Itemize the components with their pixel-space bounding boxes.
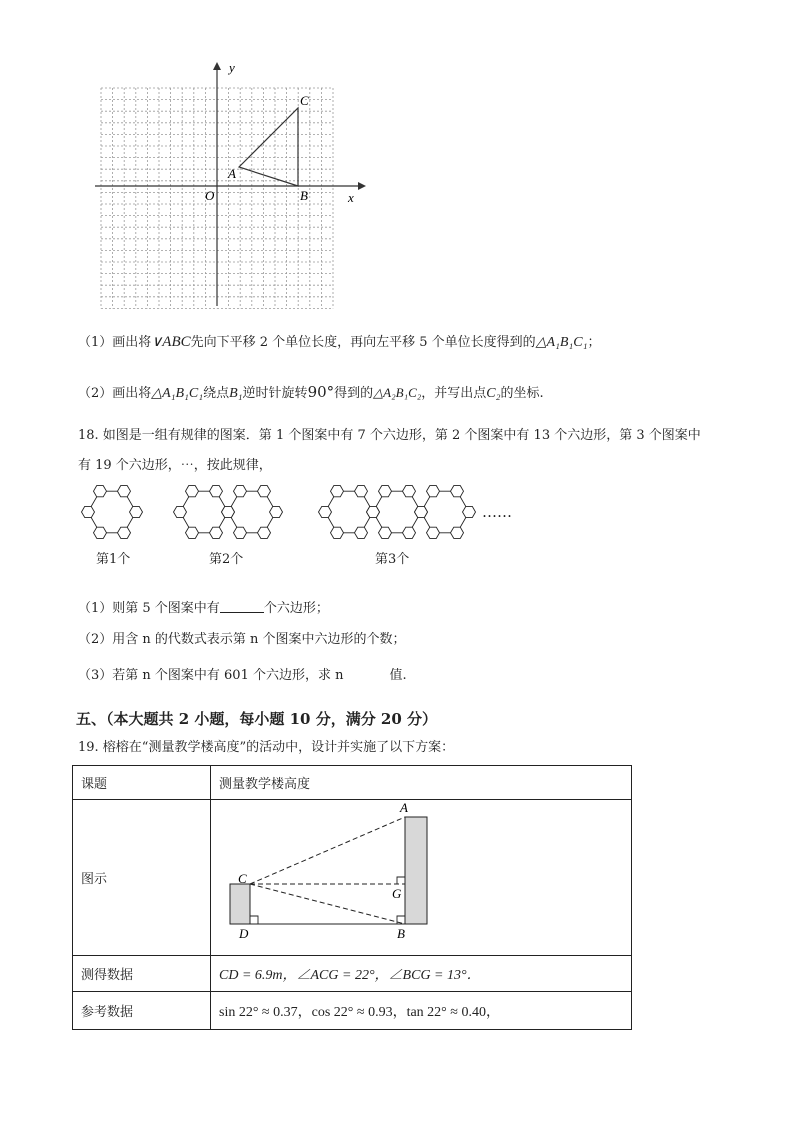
small-hexagon (210, 486, 223, 497)
building-measurement-figure (211, 800, 631, 955)
small-hexagon (94, 527, 107, 538)
small-hexagon (367, 506, 380, 517)
small-hexagon (82, 506, 95, 517)
y-axis-arrow (213, 62, 221, 70)
origin-label: O (205, 188, 215, 203)
topic-value: 测量教学楼高度 (211, 766, 632, 800)
patterns-ellipsis: …… (482, 503, 512, 521)
q17-part1-prefix: 画出将 (112, 335, 152, 350)
q17-part2-end: 的坐标. (500, 386, 544, 401)
pattern-outline (180, 491, 228, 533)
q17-part2-around: 绕点 (203, 386, 230, 401)
q17-part2-point: B₁ (229, 386, 243, 401)
y-axis-label: y (229, 60, 235, 75)
point-a-label: A (400, 800, 408, 815)
small-hexagon (403, 486, 416, 497)
pattern-outline (373, 491, 421, 533)
table-row (73, 766, 632, 800)
q17-part2-degree: 90° (307, 383, 335, 401)
pattern-caption-2: 第2个 (209, 552, 244, 567)
coordinate-grid-figure (90, 60, 370, 310)
small-hexagon (463, 506, 476, 517)
q17-part2-triangle2: △A₂B₁C₂ (373, 385, 422, 400)
small-hexagon (451, 486, 464, 497)
small-hexagon (118, 527, 131, 538)
section-five-heading: 五、（本大题共 2 小题，每小题 10 分，满分 20 分） (76, 710, 438, 728)
pattern-caption-1: 第1个 (96, 552, 131, 567)
point-a-label: A (228, 166, 236, 181)
q18-part2: （2）用含 n 的代数式表示第 n 个图案中六边形的个数； (78, 632, 406, 647)
small-hexagon (186, 486, 199, 497)
x-axis-label: x (348, 190, 354, 205)
pattern-outline (228, 491, 276, 533)
q17-part1-triangle2: △A₁B₁C₁ (535, 335, 588, 350)
table-row (73, 800, 632, 956)
small-hexagon (130, 506, 143, 517)
figure-label: 图示 (73, 800, 211, 956)
q19-intro: 19. 榕榕在“测量教学楼高度”的活动中，设计并实施了以下方案： (78, 740, 455, 755)
q17-part2-triangle: △A₁B₁C₁ (151, 386, 204, 401)
small-hexagon (355, 527, 368, 538)
answer-blank (220, 600, 264, 613)
point-b-label: B (397, 926, 405, 941)
small-hexagon (331, 527, 344, 538)
q17-part2-rotate: 逆时针旋转 (242, 386, 308, 401)
q17-part2-number: （2） (78, 386, 113, 401)
q17-part1-number: （1） (78, 335, 113, 350)
small-hexagon (451, 527, 464, 538)
q17-part1 (78, 334, 601, 351)
point-d-label: D (239, 926, 249, 941)
q18-part1-text: （1）则第 5 个图案中有 (78, 601, 220, 616)
small-hexagon (379, 486, 392, 497)
q17-part2-got: 得到的 (334, 386, 374, 401)
q19-table (72, 765, 632, 1030)
measured-label: 测得数据 (73, 956, 211, 992)
q17-part2-tail: ，并写出点 (421, 386, 487, 401)
q17-part1-text: 先向下平移 2 个单位长度，再向左平移 5 个单位长度得到的 (190, 335, 536, 350)
q17-part2-point2: C₂ (486, 386, 501, 401)
pattern-outline (88, 491, 136, 533)
q18-part1-end: 个六边形； (263, 601, 329, 616)
q17-part1-end: ； (587, 335, 601, 350)
q17-part2-prefix: 画出将 (112, 386, 152, 401)
small-hexagon (427, 486, 440, 497)
table-row (73, 992, 632, 1030)
figure-cell (211, 800, 632, 956)
right-angle-mark-d (250, 916, 258, 924)
small-hexagon (319, 506, 332, 517)
point-g-label: G (392, 886, 402, 901)
q18-part1 (78, 600, 329, 617)
point-c-label: C (238, 871, 247, 886)
small-hexagon (258, 486, 271, 497)
small-hexagon (379, 527, 392, 538)
small-hexagon (94, 486, 107, 497)
q18-part3-text: （3）若第 n 个图案中有 601 个六边形，求 n (78, 668, 344, 683)
measured-value: CD = 6.9m，∠ACG = 22°，∠BCG = 13°． (211, 956, 632, 992)
q18-line1: 18. 如图是一组有规律的图案．第 1 个图案中有 7 个六边形，第 2 个图案中有 13 个六边形，第 3 个图案中 (78, 428, 701, 443)
small-hexagon (210, 527, 223, 538)
small-hexagon (415, 506, 428, 517)
topic-label: 课题 (73, 766, 211, 800)
small-hexagon (270, 506, 283, 517)
small-hexagon (222, 506, 235, 517)
reference-label: 参考数据 (73, 992, 211, 1030)
small-hexagon (186, 527, 199, 538)
reference-value: sin 22° ≈ 0.37，cos 22° ≈ 0.93，tan 22° ≈ 0.40， (211, 992, 632, 1030)
table-row (73, 956, 632, 992)
small-hexagon (234, 486, 247, 497)
small-hexagon (331, 486, 344, 497)
small-hexagon (234, 527, 247, 538)
pattern-outline (325, 491, 373, 533)
pattern-outline (421, 491, 469, 533)
small-hexagon (427, 527, 440, 538)
triangle-abc (239, 108, 298, 186)
q18-part3-end: 值. (389, 668, 407, 683)
small-hexagon (174, 506, 187, 517)
q17-part2 (78, 384, 544, 402)
building-rect (405, 817, 427, 924)
small-hexagon (258, 527, 271, 538)
right-angle-mark-g (397, 877, 405, 884)
q17-part1-triangle: ∨ABC (151, 334, 191, 350)
observer-rect (230, 884, 250, 924)
pattern-caption-3: 第3个 (375, 552, 410, 567)
small-hexagon (403, 527, 416, 538)
sight-line-cb (250, 884, 405, 924)
q18-line2: 有 19 个六边形，⋯，按此规律， (78, 458, 272, 473)
x-axis-arrow (358, 182, 366, 190)
point-b-label: B (300, 188, 308, 203)
small-hexagon (355, 486, 368, 497)
point-c-label: C (300, 93, 309, 108)
q18-part3 (78, 668, 407, 684)
hexagon-patterns-figure (80, 478, 540, 548)
small-hexagon (118, 486, 131, 497)
sight-line-ca (250, 817, 405, 884)
